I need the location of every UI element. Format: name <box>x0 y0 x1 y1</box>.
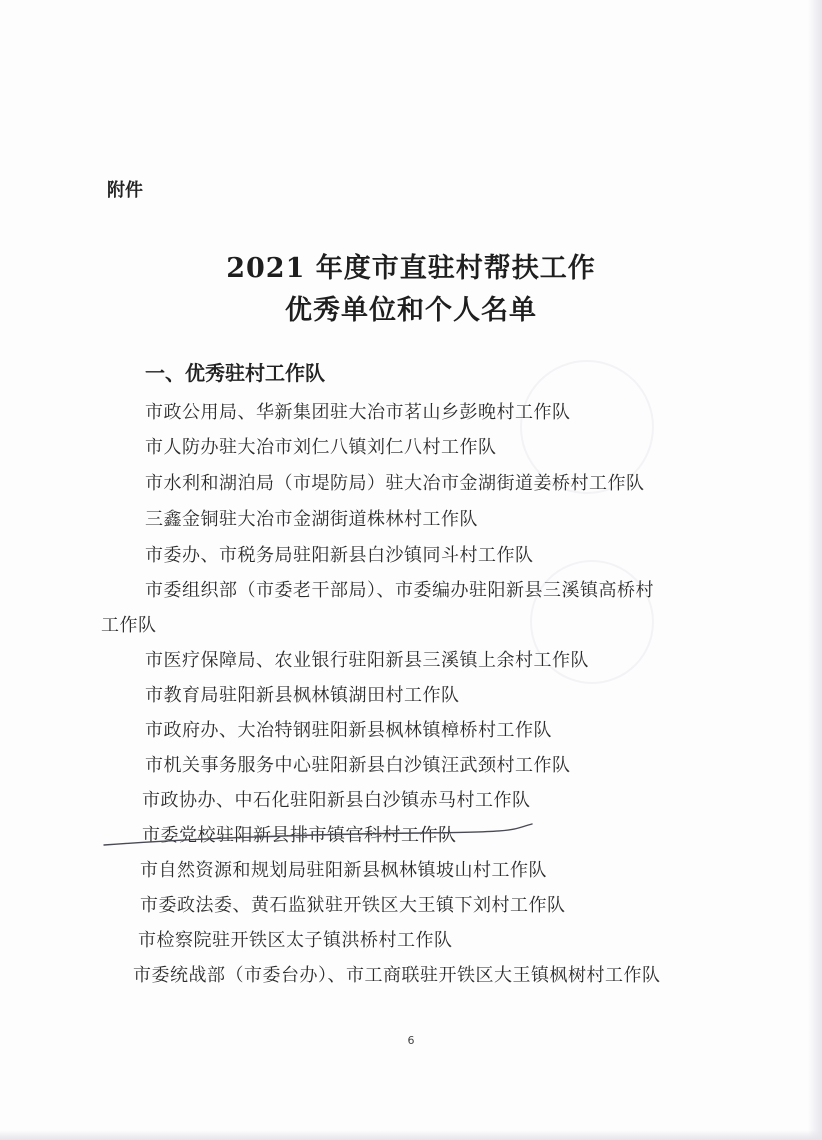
list-item: 市委统战部（市委台办）、市工商联驻开铁区大王镇枫树村工作队 <box>133 965 661 986</box>
list-item: 市委办、市税务局驻阳新县白沙镇同斗村工作队 <box>145 545 534 566</box>
page-number: 6 <box>407 1034 415 1047</box>
list-item: 市政府办、大冶特钢驻阳新县枫林镇樟桥村工作队 <box>145 720 552 741</box>
list-item: 市机关事务服务中心驻阳新县白沙镇汪武颈村工作队 <box>145 755 571 776</box>
list-item: 市委党校驻阳新县排市镇官科村工作队 <box>142 825 457 846</box>
list-item: 市水利和湖泊局（市堤防局）驻大冶市金湖街道姜桥村工作队 <box>145 473 645 494</box>
list-item: 市政公用局、华新集团驻大冶市茗山乡彭晚村工作队 <box>145 402 571 423</box>
list-item: 市委组织部（市委老干部局）、市委编办驻阳新县三溪镇高桥村 <box>145 580 654 601</box>
list-item: 市人防办驻大冶市刘仁八镇刘仁八村工作队 <box>145 437 497 458</box>
attachment-label: 附件 <box>107 180 143 201</box>
scan-edge-shadow <box>0 1130 822 1140</box>
document-title-line-1: 2021 年度市直驻村帮扶工作 <box>226 253 596 284</box>
list-item: 三鑫金铜驻大冶市金湖街道株林村工作队 <box>145 509 478 530</box>
list-item: 市委政法委、黄石监狱驻开铁区大王镇下刘村工作队 <box>140 895 566 916</box>
document-title-line-2: 优秀单位和个人名单 <box>285 295 537 326</box>
list-item: 市自然资源和规划局驻阳新县枫林镇坡山村工作队 <box>140 860 547 881</box>
list-item: 市检察院驻开铁区太子镇洪桥村工作队 <box>138 930 453 951</box>
list-item: 市教育局驻阳新县枫林镇湖田村工作队 <box>145 685 460 706</box>
section-heading: 一、优秀驻村工作队 <box>145 361 325 385</box>
list-item-continuation: 工作队 <box>101 615 157 636</box>
scan-edge-shadow <box>808 0 822 1140</box>
list-item: 市医疗保障局、农业银行驻阳新县三溪镇上余村工作队 <box>145 650 589 671</box>
list-item: 市政协办、中石化驻阳新县白沙镇赤马村工作队 <box>142 790 531 811</box>
